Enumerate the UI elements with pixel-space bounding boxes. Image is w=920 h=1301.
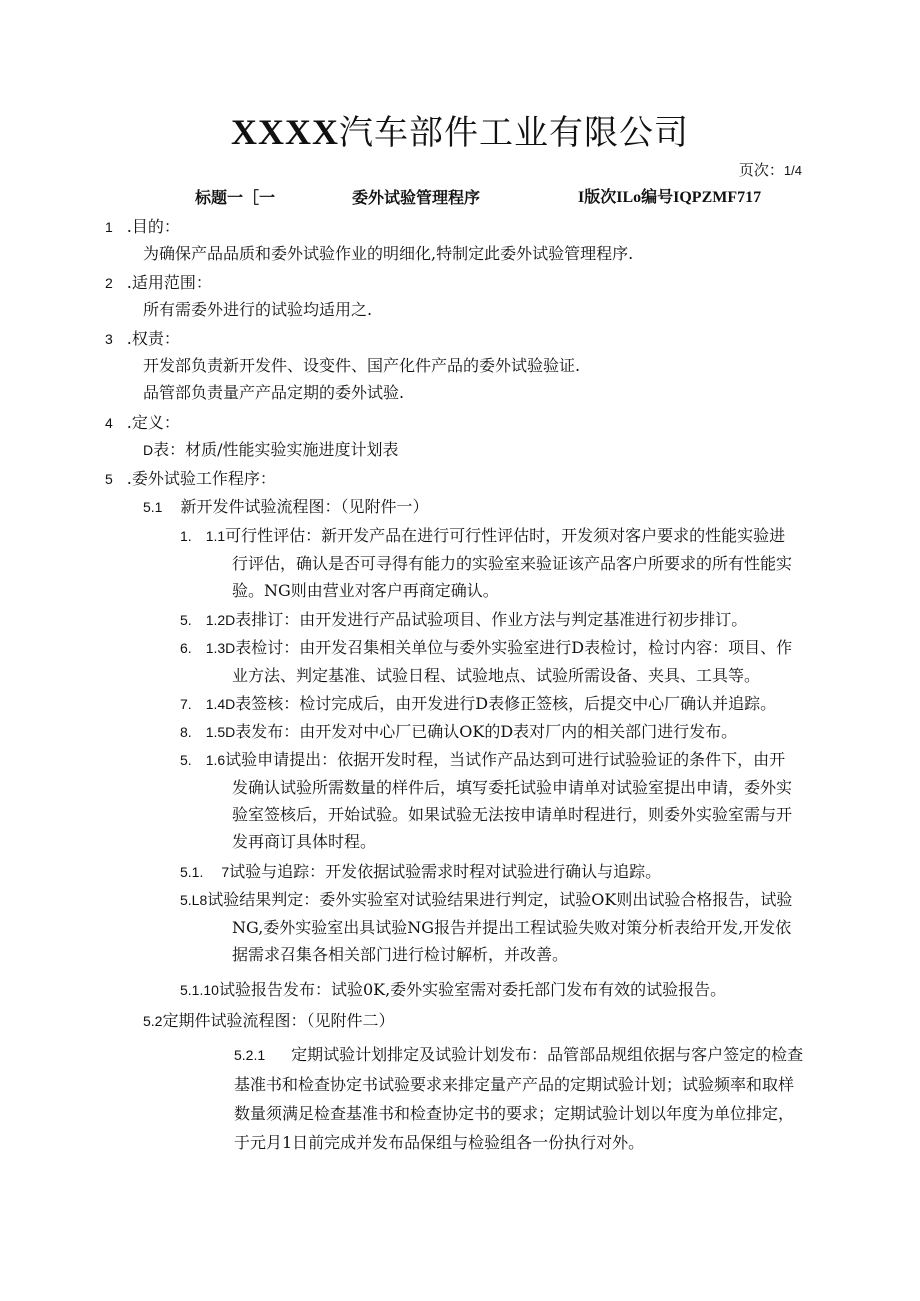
step-list-number: 8.	[180, 724, 192, 740]
page-number	[739, 160, 802, 181]
definition-text: 表：材质/性能实验实施进度计划表	[153, 440, 399, 459]
document-title: 委外试验管理程序	[352, 188, 481, 207]
section-3-heading	[105, 326, 180, 352]
step-1-4	[180, 690, 776, 718]
step-text: 试验申请提出：依据开发时程，当试作产品达到可进行试验验证的条件下，由开	[225, 750, 786, 769]
step-list-number: 5.1.	[180, 864, 204, 880]
step-text: 表签核：检讨完成后，由开发进行D表修正签核，后提交中心厂确认并追踪。	[235, 694, 777, 713]
section-1-body: 为确保产品品质和委外试验作业的明细化,特制定此委外试验管理程序.	[143, 244, 634, 263]
step-text: 可行性评估：新开发产品在进行可行性评估时，开发须对客户要求的性能实验进	[225, 526, 786, 545]
step-text: 试验结果判定：委外实验室对试验结果进行判定，试验OK则出试验合格报告，试验	[207, 890, 793, 909]
step-1-10	[180, 976, 726, 1004]
step-text: 试验报告发布：试验0K,委外实验室需对委托部门发布有效的试验报告。	[218, 980, 727, 999]
section-title: .权责：	[126, 329, 180, 348]
step-code: 1.3D	[205, 640, 236, 656]
section-number: 3	[105, 331, 113, 347]
step-code: 1.6	[205, 752, 226, 768]
step-list-number: 1.	[180, 528, 192, 544]
step-text: 表排订：由开发进行产品试验项目、作业方法与判定基准进行初步排订。	[235, 610, 748, 629]
section-5-heading	[105, 466, 276, 492]
step-1-8	[180, 886, 792, 968]
section-title: .适用范围：	[126, 273, 212, 292]
step-list-number: 6.	[180, 640, 192, 656]
step-1-2	[180, 606, 747, 634]
subsection-5-2-heading	[143, 1008, 394, 1034]
step-5-2-1	[234, 1040, 803, 1157]
step-continuation: 发确认试验所需数量的样件后，填写委托试验申请单对试验室提出申请，委外实	[232, 778, 793, 797]
subsection-number: 5.2	[143, 1013, 163, 1029]
subsection-number: 5.1	[143, 499, 163, 515]
step-code: 5.2.1	[234, 1047, 266, 1063]
section-3-body-2: 品管部负责量产产品定期的委外试验.	[143, 383, 405, 402]
section-number: 4	[105, 415, 113, 431]
company-name-chinese: 汽车部件工业有限公司	[339, 113, 689, 153]
section-title: .委外试验工作程序：	[126, 469, 276, 488]
step-text: 表检讨：由开发召集相关单位与委外实验室进行D表检讨，检讨内容：项目、作	[235, 638, 793, 657]
step-list-number: 5.	[180, 612, 192, 628]
step-code: 1.1	[205, 528, 226, 544]
step-list-number: 5.	[180, 752, 192, 768]
subsection-title: 定期件试验流程图：（见附件二）	[162, 1011, 395, 1030]
step-code: 1.2D	[205, 612, 236, 628]
section-2-heading	[105, 270, 212, 296]
step-code: 1.4D	[205, 696, 236, 712]
step-list-number: 7.	[180, 696, 192, 712]
section-number: 2	[105, 275, 113, 291]
step-code: 1.5D	[205, 724, 236, 740]
step-text: 定期试验计划排定及试验计划发布：品管部品规组依据与客户签定的检查	[291, 1045, 804, 1064]
page-number-value: 1/4	[783, 163, 802, 178]
step-continuation: 数量须满足检查基准书和检查协定书的要求；定期试验计划以年度为单位排定，	[234, 1104, 795, 1123]
section-title: .定义：	[126, 413, 180, 432]
step-text: 试验与追踪：开发依据试验需求时程对试验进行确认与追踪。	[229, 862, 662, 881]
version-and-code: I版次ILo编号IQPZMF717	[578, 189, 762, 206]
step-continuation: 于元月1日前完成并发布品保组与检验组各一份执行对外。	[234, 1133, 645, 1152]
page-number-label: 页次：	[738, 161, 784, 179]
step-code: 5.1.10	[180, 982, 219, 998]
step-continuation: 验。NG则由营业对客户再商定确认。	[232, 581, 499, 600]
step-continuation: 业方法、判定基准、试验日程、试验地点、试验所需设备、夹具、工具等。	[232, 666, 761, 685]
section-title: .目的：	[126, 217, 180, 236]
step-1-5	[180, 718, 737, 746]
step-continuation: 行评估，确认是否可寻得有能力的实验室来验证该产品客户所要求的所有性能实	[232, 554, 793, 573]
step-continuation: 发再商订具体时程。	[232, 832, 377, 851]
section-4-body	[143, 437, 399, 463]
d-form-letter: D	[143, 442, 154, 458]
company-name-latin: XXXX	[231, 112, 339, 152]
section-1-heading	[105, 214, 180, 240]
step-continuation: NG,委外实验室出具试验NG报告并提出工程试验失败对策分析表给开发,开发依	[232, 918, 792, 937]
step-text: 表发布：由开发对中心厂已确认OK的D表对厂内的相关部门进行发布。	[235, 722, 738, 741]
company-name	[0, 110, 920, 155]
step-1-6	[180, 746, 792, 855]
subsection-5-1-heading	[143, 494, 428, 520]
step-code: 5.L8	[180, 892, 208, 908]
step-continuation: 验室签核后，开始试验。如果试验无法按申请单时程进行，则委外实验室需与开	[232, 805, 793, 824]
section-4-heading	[105, 410, 180, 436]
subsection-title: 新开发件试验流程图：（见附件一）	[180, 497, 429, 516]
step-1-1	[180, 522, 792, 604]
step-continuation: 据需求召集各相关部门进行检讨解析，并改善。	[232, 945, 569, 964]
section-3-body-1: 开发部负责新开发件、设变件、国产化件产品的委外试验验证.	[143, 356, 581, 375]
step-code: 7	[221, 864, 230, 880]
title-label: 标题一［一	[195, 188, 276, 207]
section-2-body: 所有需委外进行的试验均适用之.	[143, 300, 373, 319]
step-continuation: 基准书和检查协定书试验要求来排定量产产品的定期试验计划；试验频率和取样	[234, 1075, 795, 1094]
section-number: 5	[105, 471, 113, 487]
step-1-3	[180, 634, 792, 689]
section-number: 1	[105, 219, 113, 235]
step-1-7	[180, 858, 661, 886]
